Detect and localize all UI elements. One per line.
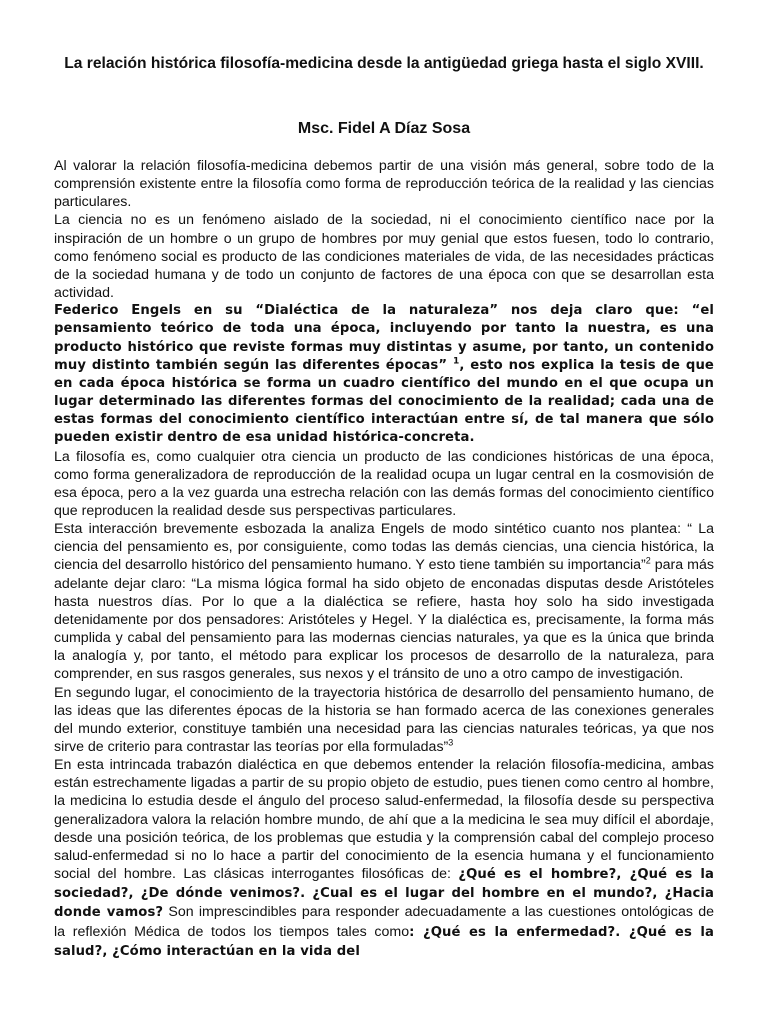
paragraph-5-continuation: para más adelante dejar claro: “La misma lógica formal ha sido objeto de enconadas disputas desde Aristóteles hasta nuestros días. Por lo que a la dialéctica se refiere, hasta hoy solo ha sido investigada detenidamente por dos pensadores: Aristóteles y Hegel. Y la dialéctica es, precisamente, la forma más cumplida y cabal del pensamiento para las modernas ciencias naturales, ya que es la única que brinda la analogía y, por tanto, el método para explicar los procesos de desarrollo de la naturaleza, para comprender, en sus rasgos generales, sus nexos y el tránsito de uno a otro campo de investigación. [54,557,714,683]
footnote-ref-2: 2 [645,555,651,566]
medical-questions: : ¿Qué es la enfermedad?. ¿Qué es la salud?, ¿Cómo interactúan en la vida del [54,924,714,959]
footnote-ref-3: 3 [448,737,454,748]
document-body [54,157,714,961]
engels-quote-text: Federico Engels en su “Dialéctica de la naturaleza” nos deja claro que: “el pensamiento teórico de toda una época, incluyendo por tanto la nuestra, es una producto histórico que reviste formas muy distintas y asume, por tanto, un contenido muy distinto también según las diferentes épocas” [54,303,714,373]
paragraph-6-text: En segundo lugar, el conocimiento de la trayectoria histórica de desarrollo del pensamiento humano, de las ideas que las diferentes épocas de la historia se han formado acerca de las conexiones generales del mundo exterior, constituye también una necesidad para las ciencias naturales teóricas, ya que nos sirve de criterio para contrastar las teorías por ella formuladas” [54,684,714,755]
footnote-ref-1: 1 [452,356,460,367]
paragraph-7-text: En esta intrincada trabazón dialéctica en que debemos entender la relación filosofía-medicina, ambas están estrechamente ligadas a partir de su propio objeto de estudio, pues tienen como centro al hombre, la medicina lo estudia desde el ángulo del proceso salud-enfermedad, la filosofía desde su perspectiva generalizadora valora la relación hombre mundo, de ahí que a la medicina le sea muy difícil el abordaje, desde una posición teórica, de los problemas que estudia y la comprensión cabal del complejo proceso salud-enfermedad si no lo hace a partir del conocimiento de la esencia humana y el funcionamiento social del hombre. Las clásicas interrogantes filosóficas de: [54,757,714,883]
paragraph-5-text: Esta interacción brevemente esbozada la analiza Engels de modo sintético cuanto nos plantea: “ La ciencia del pensamiento es, por consiguiente, como todas las demás ciencias, una ciencia histórica, la ciencia del desarrollo histórico del pensamiento humano. Y esto tiene también su importancia” [54,521,714,574]
paragraph-3 [54,302,714,447]
paragraph-2: La ciencia no es un fenómeno aislado de la sociedad, ni el conocimiento científico nace por la inspiración de un hombre o un grupo de hombres por muy genial que estos fuesen, todo lo contrario, como fenómeno social es producto de las condiciones materiales de vida, de las necesidades prácticas de la sociedad humana y de todo un conjunto de factores de una época con que se desarrollan esta actividad. [54,212,714,302]
document-title: La relación histórica filosofía-medicina desde la antigüedad griega hasta el siglo XVIII. [64,55,704,72]
paragraph-5 [54,520,714,683]
paragraph-7 [54,756,714,961]
document-author: Msc. Fidel A Díaz Sosa [297,120,471,137]
paragraph-7-continuation: Son imprescindibles para responder adecuadamente a las cuestiones ontológicas de la reflexión Médica de todos los tiempos tales como [54,904,714,940]
paragraph-4: La filosofía es, como cualquier otra ciencia un producto de las condiciones históricas de una época, como forma generalizadora de reproducción de la realidad ocupa un lugar central en la cosmovisión de esa época, pero a la vez guarda una estrecha relación con las demás formas del conocimiento científico que reproducen la realidad desde sus perspectivas particulares. [54,448,714,519]
engels-quote-continuation: , esto nos explica la tesis de que en cada época histórica se forma un cuadro científico del mundo en el que ocupa un lugar determinado las diferentes formas del conocimiento de la realidad; cada una de estas formas del conocimiento científico interactúan entre sí, de tal manera que sólo pueden existir dentro de esa unidad histórica-concreta. [54,357,714,446]
paragraph-6 [54,684,714,757]
paragraph-1: Al valorar la relación filosofía-medicina debemos partir de una visión más general, sobre todo de la comprensión existente entre la filosofía como forma de reproducción teórica de la realidad y las ciencias particulares. [54,158,714,211]
philosophical-questions: ¿Qué es el hombre?, ¿Qué es la sociedad?, ¿De dónde venimos?. ¿Cual es el lugar del hombre en el mundo?, ¿Hacia donde vamos? [54,867,714,921]
